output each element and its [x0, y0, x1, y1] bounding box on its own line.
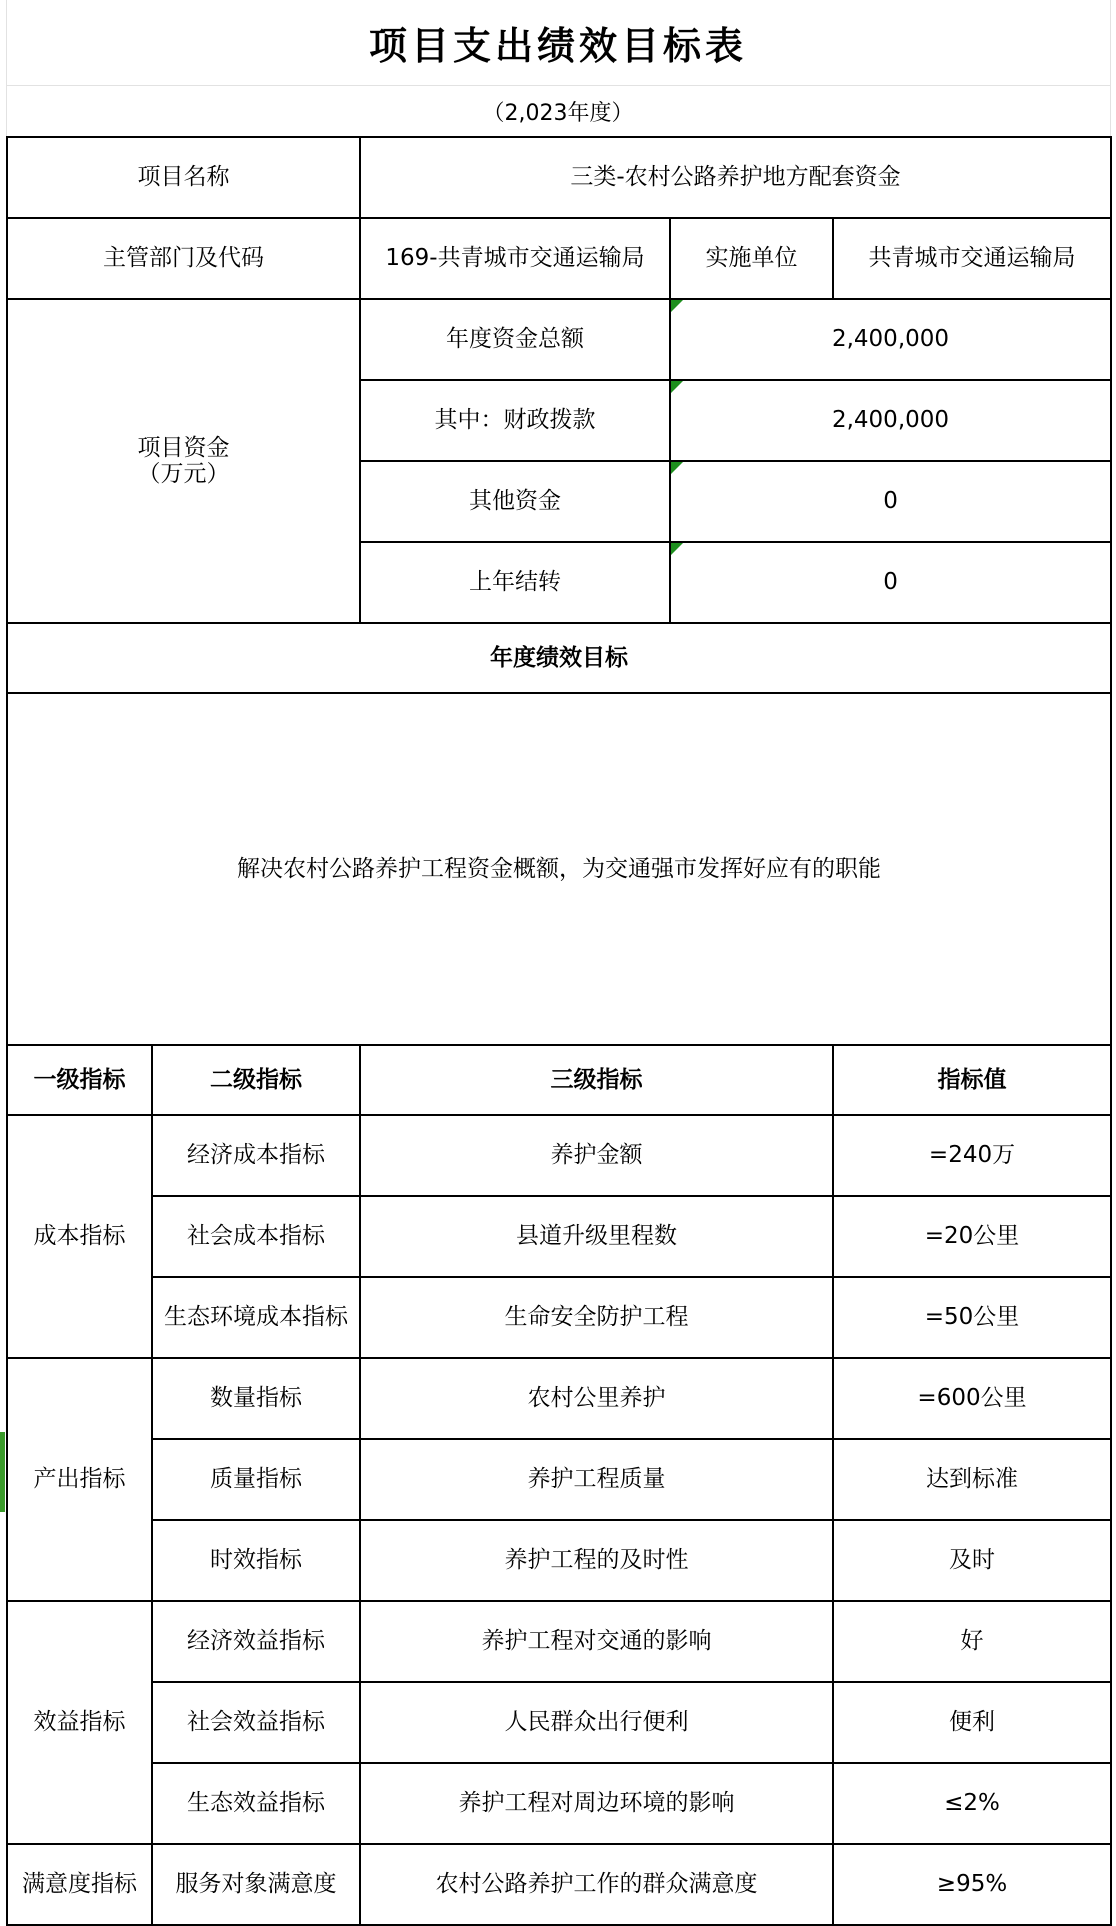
table-row — [7, 218, 1111, 299]
funds-label-line2: （万元） — [137, 461, 230, 487]
value-cell[interactable]: =20公里 — [833, 1196, 1111, 1277]
funds-total-value[interactable]: 2,400,000 — [670, 299, 1111, 380]
output-indicator-group[interactable]: 产出指标 — [7, 1358, 152, 1601]
table-row — [7, 1045, 1111, 1115]
value-cell[interactable]: 便利 — [833, 1682, 1111, 1763]
fiscal-year: （2,023年度） — [482, 100, 634, 126]
value-cell[interactable]: 达到标准 — [833, 1439, 1111, 1520]
header-level2[interactable]: 二级指标 — [152, 1045, 360, 1115]
value-cell[interactable]: ≤2% — [833, 1763, 1111, 1844]
dept-value[interactable]: 169-共青城市交通运输局 — [360, 218, 670, 299]
level2-cell[interactable]: 经济效益指标 — [152, 1601, 360, 1682]
unit-value[interactable]: 共青城市交通运输局 — [833, 218, 1111, 299]
table-row — [7, 137, 1111, 218]
level2-cell[interactable]: 社会效益指标 — [152, 1682, 360, 1763]
table-row — [7, 1520, 1111, 1601]
header-level3[interactable]: 三级指标 — [360, 1045, 833, 1115]
cost-indicator-group[interactable]: 成本指标 — [7, 1115, 152, 1358]
table-row — [7, 1844, 1111, 1925]
project-name-label[interactable]: 项目名称 — [7, 137, 360, 218]
funds-label-line1: 项目资金 — [137, 434, 230, 461]
header-level1[interactable]: 一级指标 — [7, 1045, 152, 1115]
table-row — [7, 1763, 1111, 1844]
level2-cell[interactable]: 时效指标 — [152, 1520, 360, 1601]
level3-cell[interactable]: 县道升级里程数 — [360, 1196, 833, 1277]
table-row — [7, 1601, 1111, 1682]
level2-cell[interactable]: 质量指标 — [152, 1439, 360, 1520]
level2-cell[interactable]: 数量指标 — [152, 1358, 360, 1439]
table-row — [7, 1115, 1111, 1196]
value-cell[interactable]: =240万 — [833, 1115, 1111, 1196]
table-row — [7, 299, 1111, 380]
funds-carryover-value[interactable]: 0 — [670, 542, 1111, 623]
benefit-indicator-group[interactable]: 效益指标 — [7, 1601, 152, 1844]
page-title: 项目支出绩效目标表 — [6, 0, 1110, 86]
value-cell[interactable]: =50公里 — [833, 1277, 1111, 1358]
annual-goal-text[interactable]: 解决农村公路养护工程资金概额，为交通强市发挥好应有的职能 — [7, 693, 1111, 1045]
level3-cell[interactable]: 养护工程对交通的影响 — [360, 1601, 833, 1682]
level3-cell[interactable]: 农村公里养护 — [360, 1358, 833, 1439]
level2-cell[interactable]: 社会成本指标 — [152, 1196, 360, 1277]
table-row — [7, 1439, 1111, 1520]
funds-fiscal-value[interactable]: 2,400,000 — [670, 380, 1111, 461]
unit-label[interactable]: 实施单位 — [670, 218, 833, 299]
table-row — [7, 1682, 1111, 1763]
level3-cell[interactable]: 养护工程对周边环境的影响 — [360, 1763, 833, 1844]
funds-carryover-label[interactable]: 上年结转 — [360, 542, 670, 623]
funds-total-label[interactable]: 年度资金总额 — [360, 299, 670, 380]
level2-cell[interactable]: 生态环境成本指标 — [152, 1277, 360, 1358]
level2-cell[interactable]: 经济成本指标 — [152, 1115, 360, 1196]
performance-target-table — [6, 136, 1112, 1926]
level3-cell[interactable]: 养护金额 — [360, 1115, 833, 1196]
level3-cell[interactable]: 养护工程质量 — [360, 1439, 833, 1520]
level2-cell[interactable]: 生态效益指标 — [152, 1763, 360, 1844]
table-row — [7, 693, 1111, 1045]
funds-other-label[interactable]: 其他资金 — [360, 461, 670, 542]
level3-cell[interactable]: 养护工程的及时性 — [360, 1520, 833, 1601]
level3-cell[interactable]: 人民群众出行便利 — [360, 1682, 833, 1763]
funds-other-value[interactable]: 0 — [670, 461, 1111, 542]
funds-label[interactable] — [7, 299, 360, 623]
project-name-value[interactable]: 三类-农村公路养护地方配套资金 — [360, 137, 1111, 218]
table-row — [7, 623, 1111, 693]
value-cell[interactable]: 好 — [833, 1601, 1111, 1682]
satisfaction-indicator-group[interactable]: 满意度指标 — [7, 1844, 152, 1925]
table-row — [7, 1358, 1111, 1439]
header-value[interactable]: 指标值 — [833, 1045, 1111, 1115]
row-selection-marker — [0, 1432, 5, 1512]
annual-goal-heading[interactable]: 年度绩效目标 — [7, 623, 1111, 693]
dept-label[interactable]: 主管部门及代码 — [7, 218, 360, 299]
value-cell[interactable]: 及时 — [833, 1520, 1111, 1601]
level3-cell[interactable]: 生命安全防护工程 — [360, 1277, 833, 1358]
level3-cell[interactable]: 农村公路养护工作的群众满意度 — [360, 1844, 833, 1925]
value-cell[interactable]: ≥95% — [833, 1844, 1111, 1925]
level2-cell[interactable]: 服务对象满意度 — [152, 1844, 360, 1925]
value-cell[interactable]: =600公里 — [833, 1358, 1111, 1439]
funds-fiscal-label[interactable]: 其中：财政拨款 — [360, 380, 670, 461]
table-row — [7, 1196, 1111, 1277]
table-row — [7, 1277, 1111, 1358]
